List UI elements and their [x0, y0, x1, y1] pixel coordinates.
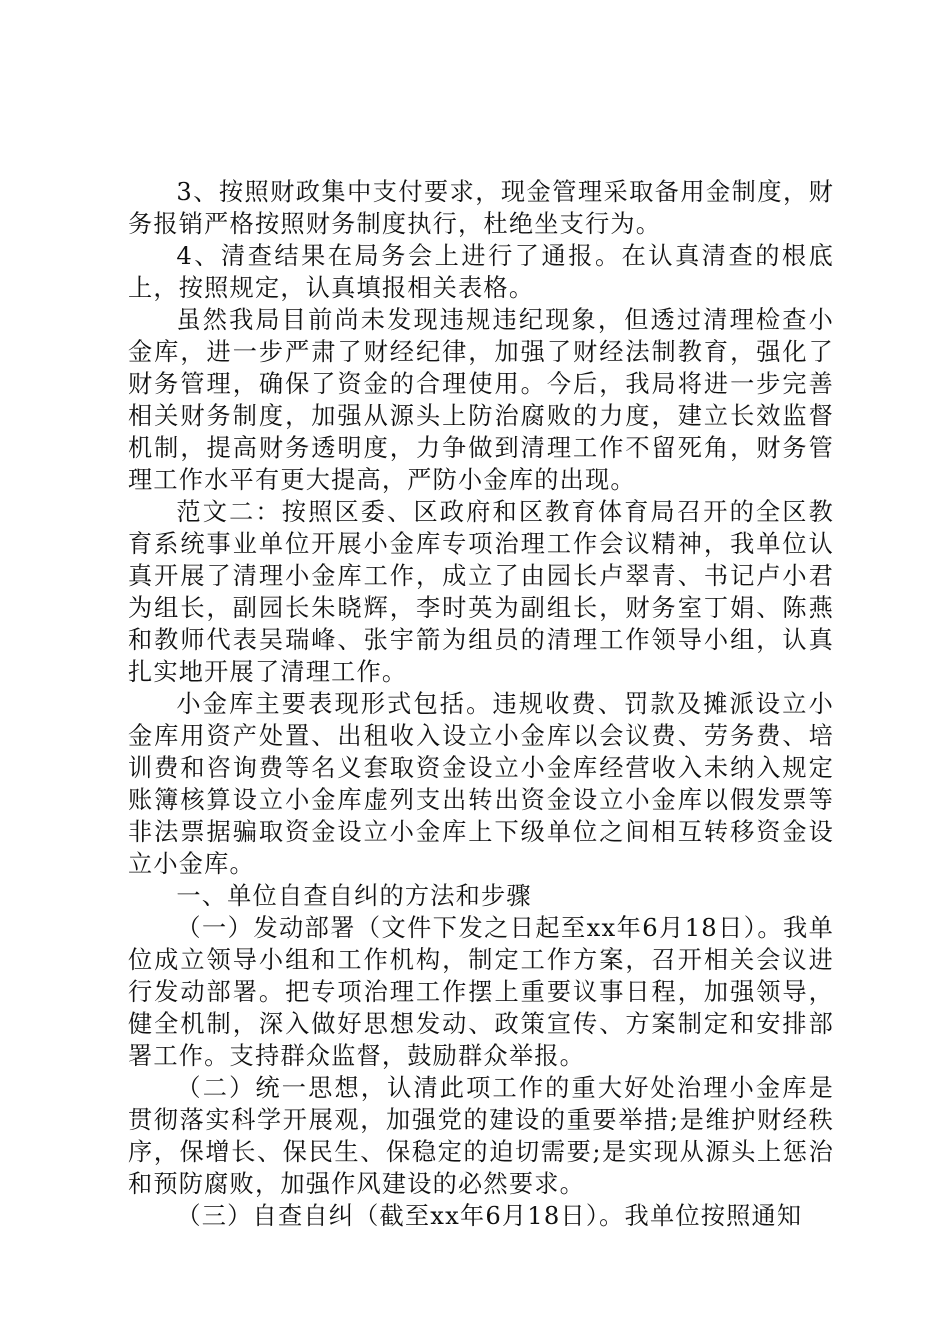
paragraph-summary: 虽然我局目前尚未发现违规违纪现象，但透过清理检查小金库，进一步严肃了财经纪律，加强了财经法制教育，强化了财务管理，确保了资金的合理使用。今后，我局将进一步完善相关财务制度，加强从源头上防治腐败的力度，建立长效监督机制，提高财务透明度，力争做到清理工作不留死角，财务管理工作水平有更大提高，严防小金库的出现。: [128, 306, 834, 494]
paragraph-step-two: （二）统一思想，认清此项工作的重大好处治理小金库是贯彻落实科学开展观，加强党的建设的重要举措;是维护财经秩序，保增长、保民生、保稳定的迫切需要;是实现从源头上惩治和预防腐败，加强作风建设的必然要求。: [128, 1074, 834, 1198]
section-heading-one: 一、单位自查自纠的方法和步骤: [176, 882, 532, 910]
paragraph-forms: 小金库主要表现形式包括。违规收费、罚款及摊派设立小金库用资产处置、出租收入设立小金库以会议费、劳务费、培训费和咨询费等名义套取资金设立小金库经营收入未纳入规定账簿核算设立小金库虚列支出转出资金设立小金库以假发票等非法票据骗取资金设立小金库上下级单位之间相互转移资金设立小金库。: [128, 690, 834, 878]
document-body: [128, 176, 834, 1232]
paragraph-item-3: 3、按照财政集中支付要求，现金管理采取备用金制度，财务报销严格按照财务制度执行，杜绝坐支行为。: [128, 178, 834, 238]
paragraph-step-three: （三）自查自纠（截至xx年6月18日）。我单位按照通知: [176, 1202, 803, 1230]
paragraph-item-4: 4、清查结果在局务会上进行了通报。在认真清查的根底上，按照规定，认真填报相关表格。: [128, 242, 834, 302]
paragraph-step-one: （一）发动部署（文件下发之日起至xx年6月18日）。我单位成立领导小组和工作机构，制定工作方案，召开相关会议进行发动部署。把专项治理工作摆上重要议事日程，加强领导，健全机制，深入做好思想发动、政策宣传、方案制定和安排部署工作。支持群众监督，鼓励群众举报。: [128, 914, 834, 1070]
paragraph-sample-two: 范文二：按照区委、区政府和区教育体育局召开的全区教育系统事业单位开展小金库专项治理工作会议精神，我单位认真开展了清理小金库工作，成立了由园长卢翠青、书记卢小君为组长，副园长朱晓辉，李时英为副组长，财务室丁娟、陈燕和教师代表吴瑞峰、张宇箭为组员的清理工作领导小组，认真扎实地开展了清理工作。: [128, 498, 834, 686]
